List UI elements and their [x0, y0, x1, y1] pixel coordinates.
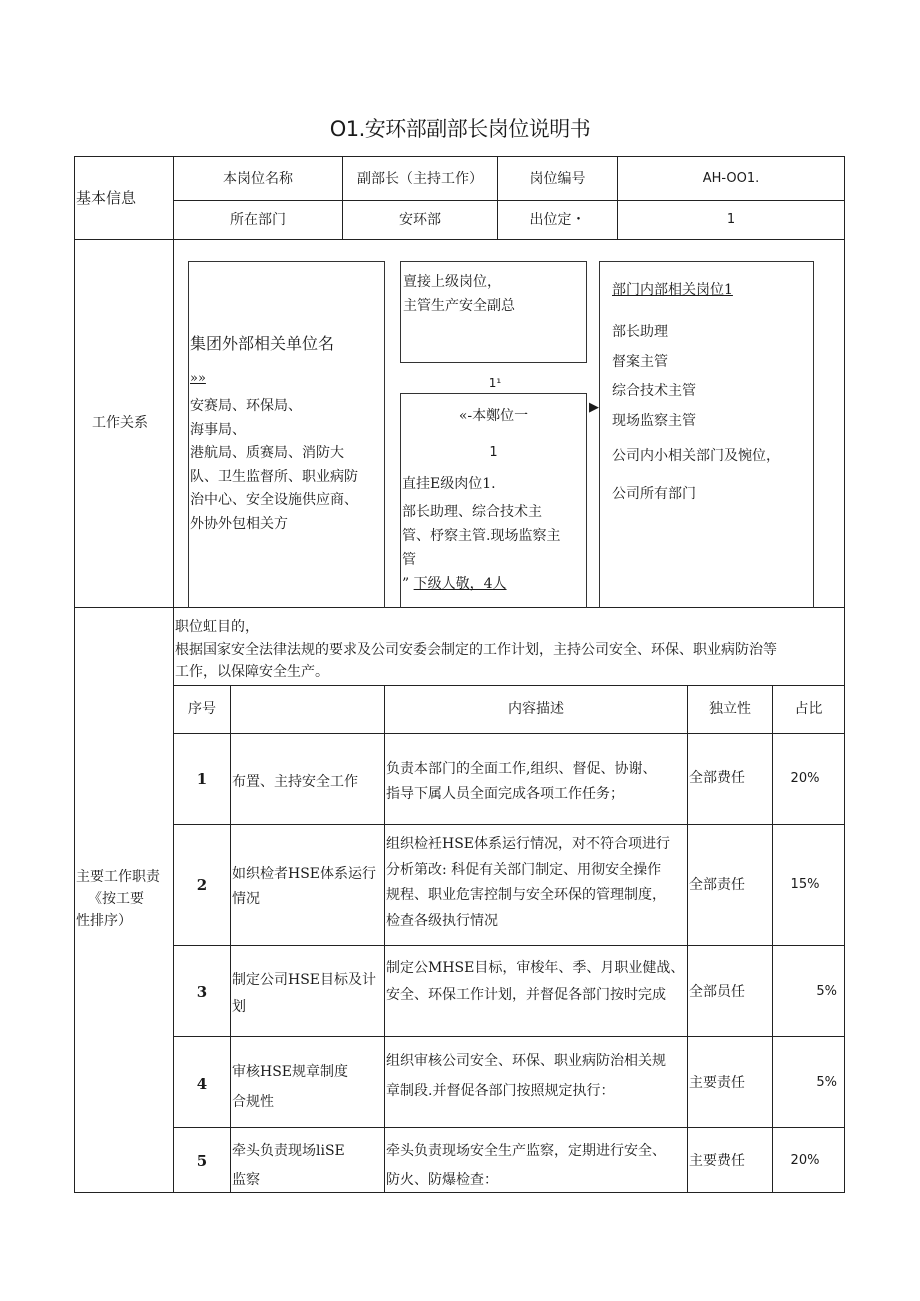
row-description: [386, 1046, 666, 1106]
row-item-line: 监察: [232, 1172, 260, 1188]
direct-subordinate-label: 直挂E级肉位1.: [402, 476, 496, 492]
row-item-line: 情况: [232, 891, 260, 907]
section-label-line: 《按工要: [88, 891, 144, 907]
row-description-line: 检查各级执行情况: [386, 912, 498, 929]
section-label-basic-info: 基本信息: [76, 189, 137, 207]
row-number: 4: [196, 1075, 208, 1093]
internal-position-item: 现场监察主管: [612, 412, 696, 429]
row-item: [232, 1057, 348, 1117]
subordinate-line: 管: [402, 552, 416, 568]
department-value: 安环部: [399, 212, 441, 228]
company-related-label: 公司内小相关部门及惋位，: [612, 448, 780, 464]
row-independence: 主要责任: [689, 1075, 745, 1091]
subordinate-count-value: ，4人: [469, 576, 507, 592]
row-item-line: 制定公司HSE目标及计: [232, 972, 377, 988]
arrow-right-icon: ▶: [589, 400, 599, 415]
section-label-line: 主要工作职责: [76, 869, 160, 885]
header-independence: 独立性: [709, 701, 751, 717]
purpose-text: [175, 639, 777, 683]
row-description-line: 负责本部门的全面工作,组织、督促、协谢、: [386, 761, 657, 777]
row-description-line: 安全、环保工作计划，并督促各部门按时完成: [386, 987, 666, 1003]
row-description-line: 防火、防爆检查：: [386, 1172, 498, 1188]
header-content: 内容描述: [508, 701, 564, 717]
subordinate-count-prefix: ”: [402, 576, 410, 592]
internal-positions-list: [612, 318, 696, 436]
external-unit-line: 港航局、质赛局、消防大: [190, 445, 344, 462]
section-label-duties: [76, 866, 160, 932]
external-units-mark: »»: [190, 371, 206, 386]
row-description-line: 指导下属人员全面完成各项工作任务；: [386, 786, 624, 802]
row-ratio: 5%: [816, 984, 837, 999]
row-independence: 全部责任: [689, 877, 745, 893]
row-number: 5: [196, 1152, 208, 1170]
external-unit-line: 队、卫生监督所、职业病防: [190, 468, 358, 485]
section-label-work-relations: 工作关系: [92, 415, 148, 431]
self-position-mark: 1: [489, 445, 498, 460]
row-ratio: 15%: [790, 877, 820, 892]
subordinate-line: 部长助理、综合技术主: [402, 504, 542, 520]
subordinate-line: 管、杼察主管.现场监察主: [402, 528, 561, 544]
external-units-heading: 集团外部相关单位名: [190, 334, 335, 353]
headcount-value: 1: [726, 212, 736, 227]
internal-position-item: 部长助理: [612, 324, 668, 340]
subordinate-count-label: 下级人敬: [413, 576, 470, 592]
row-description-line: 规程、职业危害控制与安全环保的管理制度，: [386, 887, 666, 903]
superior-line: 亶接上级岗位，: [403, 274, 501, 290]
row-item: [232, 967, 376, 1021]
row-item: [232, 862, 376, 912]
row-item: [232, 772, 358, 792]
headcount-label: 出位定・: [529, 212, 586, 228]
row-description: [386, 955, 684, 1009]
internal-positions-heading: 部门内部相关岗位1: [612, 282, 733, 298]
purpose-label: 职位虹目的，: [175, 619, 259, 635]
row-item-line: 如织检者HSE体系运行: [232, 866, 377, 882]
row-independence: 全部费任: [689, 770, 745, 786]
row-item-line: 布置、主持安全工作: [232, 774, 358, 790]
internal-position-item: 督案主管: [612, 353, 668, 370]
row-description-line: 牵头负责现场安全生产监察，定期进行安全、: [386, 1143, 666, 1159]
row-number: 3: [196, 983, 208, 1001]
row-ratio: 20%: [790, 1153, 820, 1168]
direct-subordinate-list: [402, 500, 560, 572]
external-unit-line: 外协外包相关方: [190, 515, 288, 532]
subordinate-count: [402, 574, 507, 594]
external-units-list: [190, 395, 358, 537]
row-item-line: 划: [232, 999, 246, 1015]
position-name-label: 本岗位名称: [223, 171, 293, 187]
row-ratio: 20%: [790, 771, 820, 786]
company-related-value: 公司所有部门: [612, 486, 696, 502]
superior-position: [403, 270, 515, 318]
purpose-line: 工作，以保障安全生产。: [175, 664, 329, 680]
row-description: [386, 832, 670, 934]
row-description-line: 组织检衽HSE体系运行情况，对不符合项进行: [386, 836, 671, 852]
page-title: O1.安环部副部长岗位说明书: [329, 117, 591, 141]
position-code-label: 岗位编号: [529, 171, 586, 187]
self-position-heading: «-本鄭位一: [458, 408, 529, 424]
row-description-line: 组织审核公司安全、环保、职业病防治相关规: [386, 1053, 666, 1069]
position-name-value: 副部长（主持工作）: [357, 171, 483, 187]
row-item-line: 审核HSE规章制度: [232, 1064, 349, 1080]
row-description: [386, 757, 656, 807]
row-description-line: 制定公MHSE目标，审梭年、季、月职业健战、: [386, 960, 685, 976]
header-no: 序号: [188, 701, 216, 717]
internal-position-item: 综合技术主管: [612, 383, 696, 399]
row-item-line: 合规性: [232, 1094, 274, 1110]
row-independence: 主要费任: [689, 1153, 745, 1169]
external-unit-line: 治中心、安全设施供应商、: [190, 492, 358, 509]
purpose-line: 根据国家安全法律法规的要求及公司安委会制定的工作计划，主持公司安全、环保、职业病防治等: [175, 642, 777, 658]
row-number: 1: [196, 770, 208, 788]
row-description-line: 分析第改: 科促有关部门制定、用彻安全操作: [386, 861, 662, 878]
department-label: 所在部门: [230, 212, 286, 228]
row-description: [386, 1137, 666, 1195]
row-item: [232, 1137, 345, 1195]
position-code-value: AH-OO1.: [702, 171, 760, 186]
section-label-line: 性排序）: [76, 913, 132, 929]
header-ratio: 占比: [794, 701, 823, 717]
row-description-line: 章制段.并督促各部门按照规定执行：: [386, 1083, 615, 1099]
row-independence: 全部员任: [689, 984, 745, 1000]
row-item-line: 牵头负责现场liSE: [232, 1143, 345, 1159]
external-unit-line: 海事局、: [190, 421, 246, 438]
row-number: 2: [196, 876, 208, 894]
row-ratio: 5%: [816, 1075, 837, 1090]
superior-line: 主管生产安全副总: [403, 298, 515, 314]
external-unit-line: 安赛局、环保局、: [190, 398, 302, 414]
connector-mark: 1¹: [488, 376, 502, 390]
